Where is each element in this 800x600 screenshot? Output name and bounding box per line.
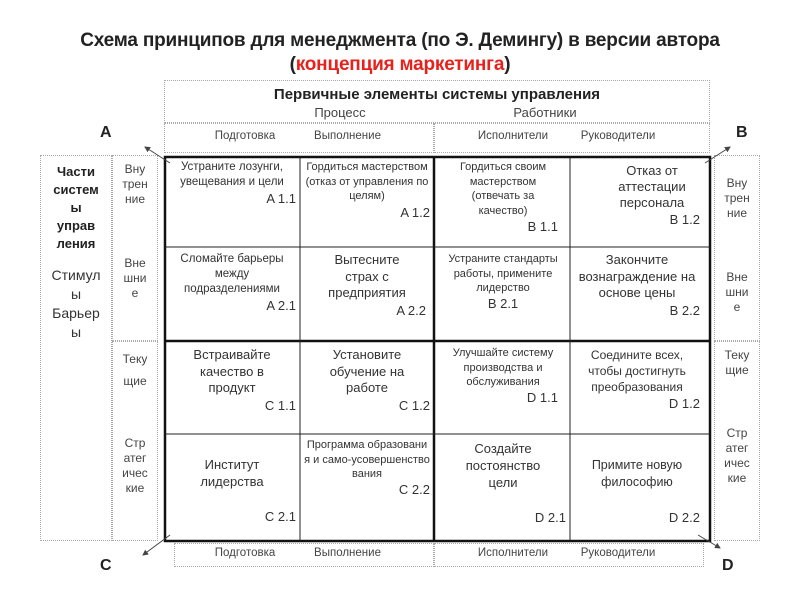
principle-code: D 2.1 [534,510,566,525]
principle-text: Программа образования и само-усовершенствования [304,439,430,480]
principle-cell-b22 [574,252,700,319]
label-line: ичес [122,466,148,480]
left-sub-line: Барьер [52,305,100,321]
principle-text: Улучшайте систему производства и обслуживания [452,347,554,388]
top-col-performers: Исполнители [477,130,549,142]
principle-cell-a21 [168,252,296,314]
principle-code: A 1.2 [400,204,430,220]
bottom-col-preparation: Подготовка [214,547,276,559]
principle-text: Институт лидерства [200,457,264,489]
principle-text: Отказ от аттестации персонала [618,163,686,210]
left-parts-line: систем [53,182,99,197]
label-line: щие [123,374,147,388]
header-main: Первичные элементы системы управления [273,86,601,103]
arrow-c [143,535,170,555]
principle-cell-c12 [304,347,430,414]
principle-cell-d12 [574,347,700,412]
label-line: атег [123,451,147,465]
header-workers: Работники [513,105,577,120]
top-col-managers: Руководители [580,130,656,142]
label-line: трен [724,191,750,205]
principle-cell-b11 [440,160,566,235]
left-parts-line: Части [57,164,95,179]
principle-code: D 2.2 [668,510,700,525]
title-close-paren: ) [504,54,511,75]
principle-text: Создайте постоянство цели [465,441,541,490]
principle-text: Соедините всех, чтобы достигнуть преобразования [588,348,686,394]
label-line: е [733,300,741,314]
principle-code: B 1.1 [527,219,558,234]
principle-cell-c21 [168,456,296,525]
principle-text: Сломайте барьеры между подразделениями [180,253,284,295]
label-line: Вне [726,270,748,284]
principle-code: A 2.2 [396,302,426,318]
top-col-preparation: Подготовка [214,130,276,142]
corner-label-c: C [100,557,112,574]
title-line-1: Схема принципов для менеджмента (по Э. Демингу) в версии автора [80,30,720,51]
left-parts-line: ления [56,236,96,251]
title-highlight: концепция маркетинга [295,54,505,75]
label-line: ние [124,192,145,206]
label-line: Теку [122,352,148,366]
label-line: ичес [724,456,750,470]
principle-cell-b12 [574,163,700,228]
title-open-paren: ( [289,54,296,75]
principle-code: C 1.1 [264,397,296,413]
label-line: трен [122,177,148,191]
principle-cell-a22 [304,252,430,319]
principle-cell-d11 [440,346,566,406]
left-sub-line: ы [70,324,82,340]
label-line: е [131,286,139,300]
principle-text: Установите обучение на работе [329,347,405,395]
label-line: шни [725,285,749,299]
label-line: Вну [726,176,748,190]
label-line: шни [123,271,147,285]
principle-text: Вытесните страх с предприятия [328,252,406,300]
bottom-col-execution: Выполнение [314,547,381,559]
arrow-a [145,147,170,163]
principle-text: Примите новую философию [591,458,683,489]
principle-cell-d22 [574,457,700,526]
principle-text: Закончите вознаграждение на основе цены [578,252,696,300]
label-line: ние [726,206,747,220]
principle-code: C 2.2 [398,481,430,497]
arrow-b [705,147,730,163]
principle-code: B 1.2 [669,212,700,227]
principle-code: C 1.2 [398,397,430,413]
label-line: щие [725,363,749,377]
bottom-col-performers: Исполнители [477,547,549,559]
corner-label-d: D [722,557,734,574]
principle-code: A 1.1 [266,191,296,206]
corner-label-b: B [736,124,748,141]
label-line: кие [727,471,747,485]
principle-text: Устраните стандарты работы, примените лидерство [448,253,558,294]
principle-code: C 2.1 [264,509,296,524]
label-line: кие [125,481,145,495]
principle-cell-c11 [168,347,296,414]
principle-code: A 2.1 [266,298,296,313]
principle-cell-a11 [168,160,296,207]
corner-label-a: A [100,124,112,141]
principle-text: Устраните лозунги, увещевания и цели [180,161,284,188]
principle-text: Встраивайте качество в продукт [193,347,271,395]
principle-code: D 1.1 [526,389,558,405]
bottom-col-managers: Руководители [580,547,656,559]
principle-code: B 2.1 [487,295,519,311]
left-parts-line: управ [56,218,96,233]
left-sub-line: Стимул [51,267,101,283]
label-line: Вне [124,256,146,270]
label-line: Стр [726,426,748,440]
principle-code: D 1.2 [668,396,700,411]
label-line: атег [725,441,749,455]
left-sub-line: ы [70,286,82,302]
principle-cell-a12 [304,160,430,221]
principle-text: Гордиться мастерством (отказ от управления по целям) [305,161,429,202]
label-line: Вну [124,162,146,176]
principle-text: Гордиться своим мастерством (отвечать за качество) [459,161,547,217]
principle-cell-b21 [440,252,566,312]
principle-cell-c22 [304,438,430,498]
label-line: Теку [724,348,750,362]
left-parts-line: ы [70,200,82,215]
header-process: Процесс [314,105,366,120]
top-col-execution: Выполнение [314,130,381,142]
principle-cell-d21 [440,440,566,526]
principle-code: B 2.2 [669,302,700,318]
label-line: Стр [124,436,146,450]
